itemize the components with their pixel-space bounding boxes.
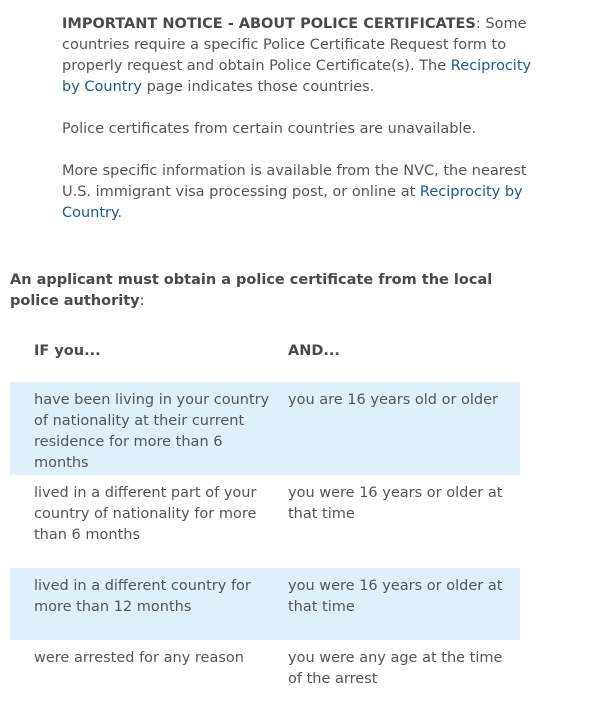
- table-header-row: [10, 333, 520, 382]
- lead-bold: An applicant must obtain a police certificate from the local police authority: [10, 272, 493, 309]
- reciprocity-link-2[interactable]: Reciprocity by Country: [62, 184, 523, 221]
- row-condition: lived in a different part of your country of nationality for more than 6 months: [34, 485, 257, 543]
- table-row: [10, 475, 520, 568]
- more-info-period: .: [117, 205, 123, 221]
- unavailable-paragraph: Police certificates from certain countries are unavailable.: [62, 121, 477, 137]
- more-info-text: More specific information is available from the NVC, the nearest U.S. immigrant visa processing post, or online at: [62, 163, 527, 200]
- row-age: you were 16 years or older at that time: [288, 568, 520, 640]
- notice-text-end: page indicates those countries.: [142, 79, 375, 95]
- row-age: you were any age at the time of the arrest: [288, 650, 503, 687]
- row-age: you are 16 years old or older: [288, 382, 520, 475]
- table-row: [10, 382, 520, 475]
- notice-paragraph: [62, 14, 532, 98]
- header-if: IF you...: [34, 343, 101, 359]
- lead-colon: :: [139, 293, 145, 309]
- requirements-table: [10, 333, 520, 700]
- table-row: [10, 568, 520, 640]
- more-info-paragraph: [62, 161, 532, 224]
- notice-text: : Some countries require a specific Police Certificate Request form to properly request and obtain Police Certificate(s). The: [62, 16, 527, 74]
- important-notice: [62, 14, 532, 224]
- row-condition: lived in a different country for more than 12 months: [10, 568, 288, 640]
- lead-statement: [10, 270, 510, 312]
- table-row: [10, 640, 520, 700]
- header-and: AND...: [288, 343, 340, 359]
- reciprocity-link[interactable]: Reciprocity by Country: [62, 58, 532, 95]
- row-condition: have been living in your country of nationality at their current residence for more than 6 months: [10, 382, 288, 475]
- row-condition: were arrested for any reason: [34, 650, 244, 666]
- row-age: you were 16 years or older at that time: [288, 485, 503, 522]
- notice-title: IMPORTANT NOTICE - ABOUT POLICE CERTIFICATES: [62, 16, 476, 32]
